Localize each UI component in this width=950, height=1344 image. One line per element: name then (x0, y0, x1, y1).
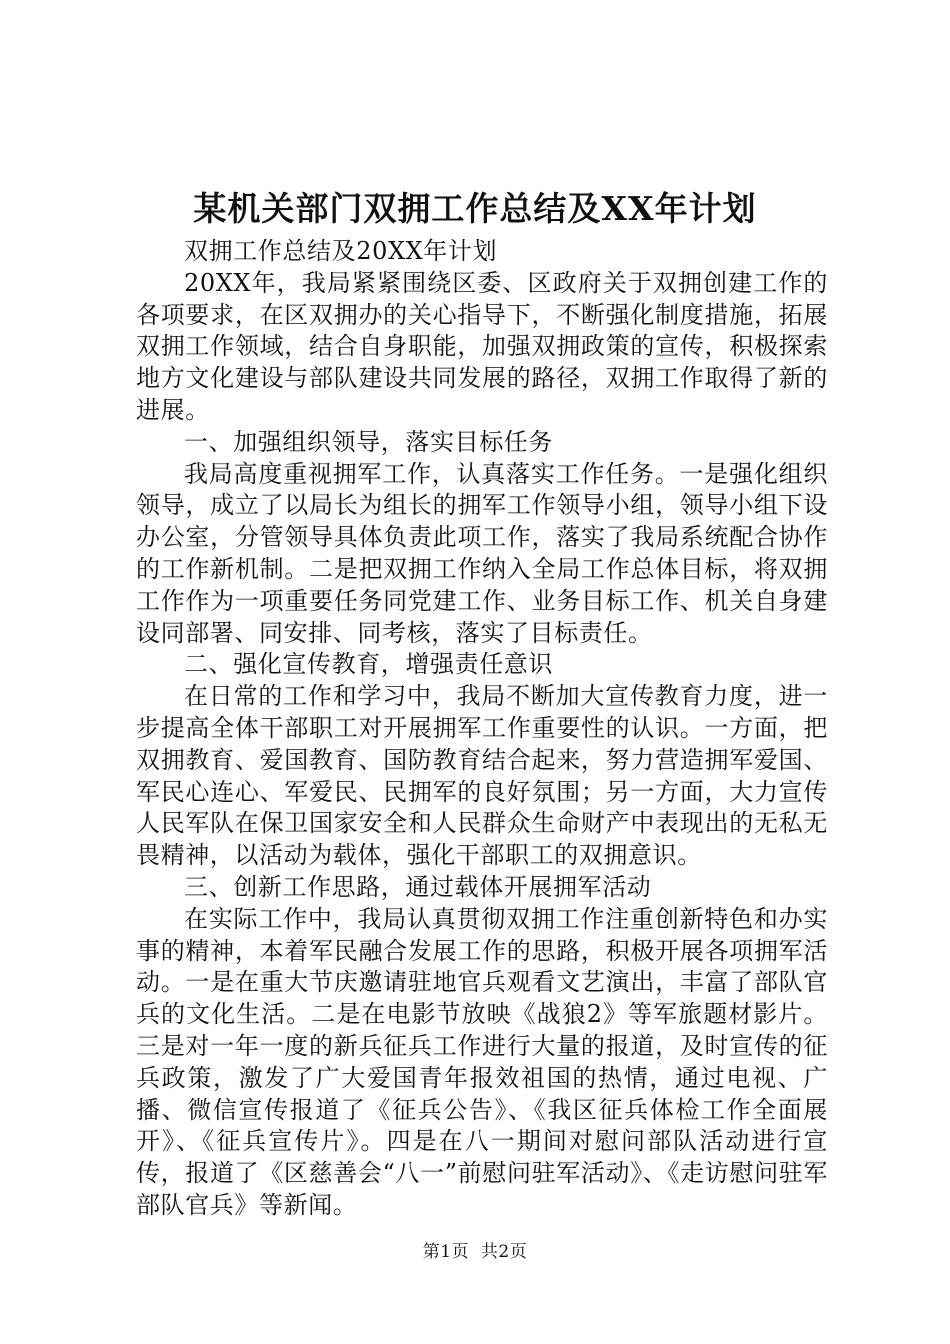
section-heading-2: 二、强化宣传教育，增强责任意识 (184, 650, 553, 679)
section-heading-1: 一、加强组织领导，落实目标任务 (184, 427, 553, 456)
section-paragraph-2: 在日常的工作和学习中，我局不断加大宣传教育力度，进一步提高全体干部职工对开展拥军工作重要性的认识。一方面，把双拥教育、爱国教育、国防教育结合起来，努力营造拥军爱国、军民心连心、军爱民、民拥军的良好氛围；另一方面，大力宣传人民军队在保卫国家安全和人民群众生命财产中表现出的无私无畏精神，以活动为载体，强化干部职工的双拥意识。 (136, 682, 828, 870)
document-title: 某机关部门双拥工作总结及XX年计划 (193, 189, 757, 228)
section-paragraph-3: 在实际工作中，我局认真贯彻双拥工作注重创新特色和办实事的精神，本着军民融合发展工作的思路，积极开展各项拥军活动。一是在重大节庆邀请驻地官兵观看文艺演出，丰富了部队官兵的文化生活。二是在电影节放映《战狼2》等军旅题材影片。三是对一年一度的新兵征兵工作进行大量的报道，及时宣传的征兵政策，激发了广大爱国青年报效祖国的热情，通过电视、广播、微信宣传报道了《征兵公告》、《我区征兵体检工作全面展开》、《征兵宣传片》。四是在八一期间对慰问部队活动进行宣传，报道了《区慈善会“八一”前慰问驻军活动》、《走访慰问驻军部队官兵》等新闻。 (136, 904, 828, 1219)
page-number-footer: 第1页 共2页 (422, 1242, 528, 1262)
section-heading-3: 三、创新工作思路，通过载体开展拥军活动 (184, 872, 652, 901)
subtitle-paragraph: 双拥工作总结及20XX年计划 (184, 237, 498, 265)
intro-paragraph: 20XX年，我局紧紧围绕区委、区政府关于双拥创建工作的各项要求，在区双拥办的关心指导下，不断强化制度措施，拓展双拥工作领域，结合自身职能，加强双拥政策的宣传，积极探索地方文化建设与部队建设共同发展的路径，双拥工作取得了新的进展。 (136, 268, 828, 424)
document-body (136, 236, 828, 1222)
section-paragraph-1: 我局高度重视拥军工作，认真落实工作任务。一是强化组织领导，成立了以局长为组长的拥军工作领导小组，领导小组下设办公室，分管领导具体负责此项工作，落实了我局系统配合协作的工作新机制。二是把双拥工作纳入全局工作总体目标，将双拥工作作为一项重要任务同党建工作、业务目标工作、机关自身建设同部署、同安排、同考核，落实了目标责任。 (136, 459, 828, 647)
